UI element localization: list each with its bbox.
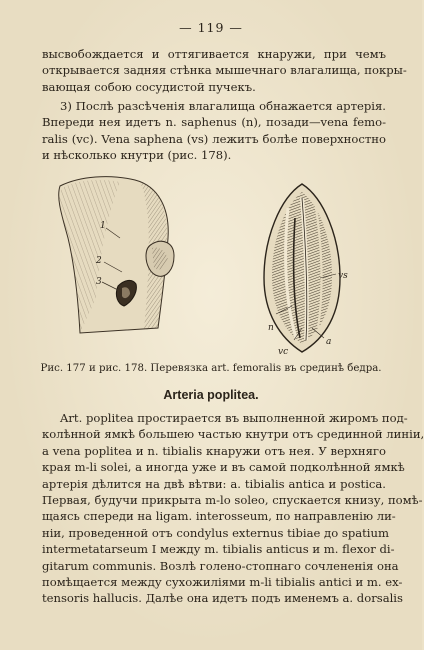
text-line: щаясь спереди на ligam. interosseum, по направленію ли- — [42, 509, 396, 524]
fig178-label-vc: vc — [278, 347, 289, 357]
page-number: — 119 — — [179, 20, 243, 35]
step-3-paragraph — [42, 98, 386, 164]
text-line: tensoris hallucis. Далѣе она идетъ подъ именемъ a. dorsalis — [42, 591, 403, 606]
continuation-paragraph — [42, 46, 407, 95]
text-line: ralis (vc). Vena saphena (vs) лежитъ болѣе поверхностно — [42, 131, 386, 146]
fig177-label-3: 3 — [96, 277, 102, 287]
text-line: помѣщается между сухожиліями m-li tibialis antici и m. ex- — [42, 575, 403, 590]
text-line: а vena poplitea и n. tibialis кнаружи отъ нея. У верхняго — [42, 443, 386, 458]
body-paragraph — [42, 410, 424, 607]
text-line: 3) Послѣ разсѣченія влагалища обнажается артерія. — [60, 99, 386, 113]
text-line: вающая собою сосудистой пучекъ. — [42, 79, 256, 94]
fig178-label-vs: vs — [338, 271, 348, 281]
text-line: открывается задняя стѣнка мышечнаго влагалища, покры- — [42, 63, 407, 78]
fig178-label-a: a — [326, 337, 332, 347]
figure-caption: Рис. 177 и рис. 178. Перевязка art. femoralis въ срединѣ бедра. — [40, 363, 382, 374]
text-line: артерія дѣлится на двѣ вѣтви: a. tibialis antica и postica. — [42, 476, 386, 491]
figure-178-incision — [264, 184, 348, 357]
figures-177-178 — [40, 168, 386, 358]
text-line: Впереди нея идетъ n. saphenus (n), позади—vena femo- — [42, 115, 386, 130]
text-line: gitarum communis. Возлѣ голено-стопнаго сочлененія она — [42, 558, 399, 573]
fig178-label-n: n — [268, 323, 274, 333]
text-line: края m-li solei, а иногда уже и въ самой подколѣнной ямкѣ — [42, 460, 405, 475]
fig177-label-1: 1 — [100, 221, 106, 231]
fig177-label-2: 2 — [96, 256, 102, 266]
text-line: ніи, проведенной отъ condylus externus tibiae до spatium — [42, 525, 389, 540]
text-line: и нѣсколько кнутри (рис. 178). — [42, 148, 232, 163]
text-line: Первая, будучи прикрыта m-lo soleo, спускается книзу, помѣ- — [42, 493, 423, 508]
text-line: intermetatarseum I между m. tibialis anticus и m. flexor di- — [42, 542, 395, 557]
text-line: Art. poplitea простирается въ выполненной жиромъ под- — [60, 411, 408, 425]
figure-177-thigh — [59, 177, 174, 333]
text-line: колѣнной ямкѣ большею частью кнутри отъ срединной линіи, — [42, 427, 424, 442]
text-line: высвобождается и оттягивается кнаружи, при чемъ — [42, 47, 386, 61]
section-heading: Arteria poplitea. — [163, 388, 259, 402]
anatomical-illustrations — [40, 168, 386, 358]
